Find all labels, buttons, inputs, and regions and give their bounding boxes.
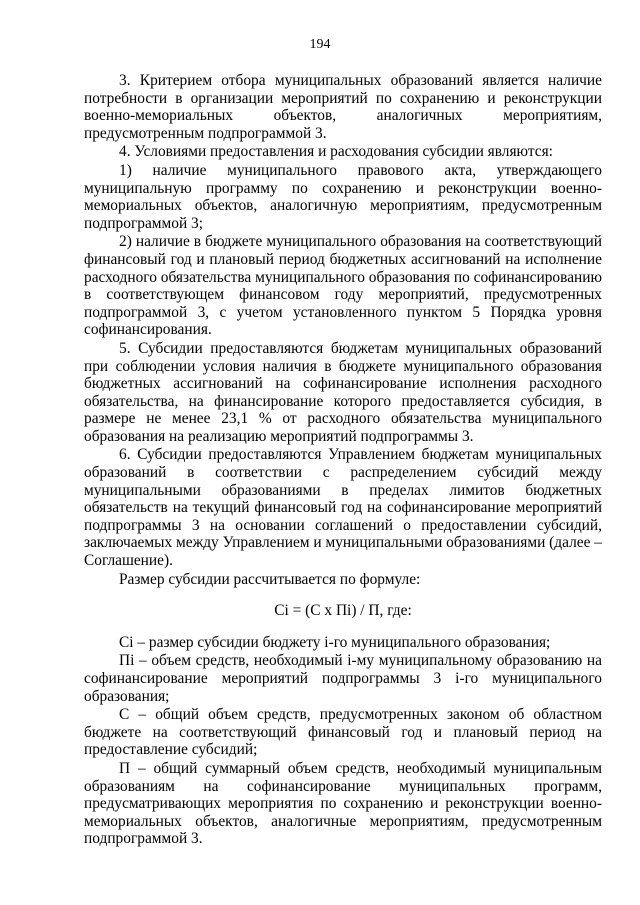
paragraph-formula-intro: Размер субсидии рассчитывается по формуле: [119, 570, 421, 588]
paragraph-condition-1: 1) наличие муниципального правового акта, утверждающего муниципальную программу по сохранению и реконструкции военно-мемориальных объектов, аналогичную мероприятиям, предусмотренным подпрограммой 3; [84, 161, 602, 232]
paragraph-criterion: 3. Критерием отбора муниципальных образований является наличие потребности в организации мероприятий по сохранению и реконструкции военно-мемориальных объектов, аналогичных мероприятиям, предусмотренным подпрограммой 3. [84, 72, 602, 142]
document-body [84, 72, 602, 849]
definition-c: C – общий объем средств, предусмотренных законом об областном бюджете на соответствующий финансовый год и плановый период на предоставление субсидий; [84, 706, 602, 759]
paragraph-subsidy-distribution: 6. Субсидии предоставляются Управлением бюджетам муниципальных образований в соответствии с распределением субсидий между муниципальными образованиями в пределах лимитов бюджетных обязательств на текущий финансовый год на софинансирование мероприятий подпрограммы 3 на основании соглашений о предоставлении субсидий, заключаемых между Управлением и муниципальными образованиями (далее – Соглашение). [84, 446, 602, 570]
paragraph-subsidy-provision: 5. Субсидии предоставляются бюджетам муниципальных образований при соблюдении условия наличия в бюджете муниципального образования бюджетных ассигнований на софинансирование исполнения расходного обязательства, на финансирование которого предоставляется субсидия, в размере не менее 23,1 % от расходного обязательства муниципального образования на реализацию мероприятий подпрограммы 3. [84, 339, 602, 445]
definition-ci: Ci – размер субсидии бюджету i-го муниципального образования; [119, 633, 551, 651]
subsidy-formula: Ci = (C x Пi) / П, где: [274, 602, 412, 620]
definition-pi: Пi – объем средств, необходимый i-му муниципальному образованию на софинансирование мероприятий подпрограммы 3 i-го муниципального образования; [84, 652, 602, 705]
paragraph-condition-2: 2) наличие в бюджете муниципального образования на соответствующий финансовый год и плановый период бюджетных ассигнований на исполнение расходного обязательства муниципального образования по софинансированию в соответствующем финансовом году мероприятий, предусмотренных подпрограммой 3, с учетом установленного пунктом 5 Порядка уровня софинансирования. [84, 233, 602, 339]
paragraph-conditions-heading: 4. Условиями предоставления и расходования субсидии являются: [119, 143, 553, 161]
page-number: 194 [309, 37, 331, 52]
definition-p: П – общий суммарный объем средств, необходимый муниципальным образованиям на софинансирование муниципальных программ, предусматривающих мероприятия по сохранению и реконструкции военно-мемориальных объектов, аналогичные мероприятиям, предусмотренным подпрограммой 3. [84, 759, 602, 848]
